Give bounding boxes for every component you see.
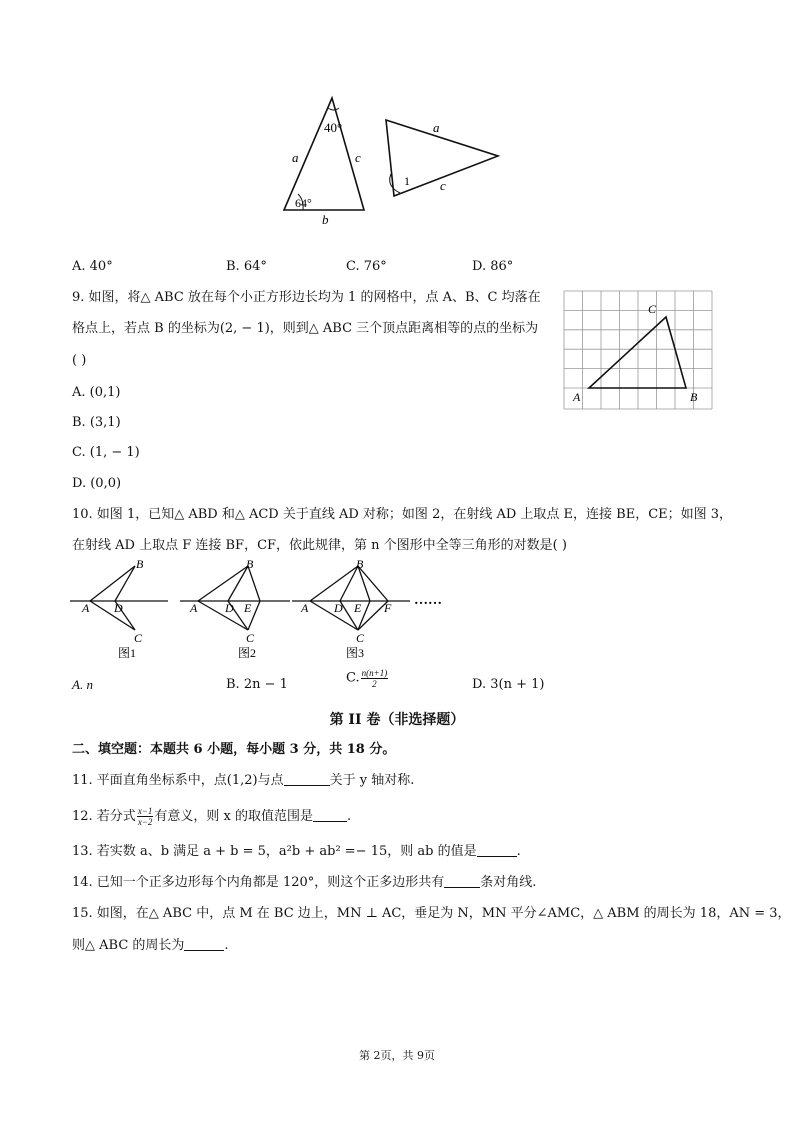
q8-angle-1-label: 1 [404,174,410,188]
q12-fraction [137,806,154,827]
q10-fig3-label-c: C [356,631,365,645]
q10-fig2-label-b: B [246,557,254,571]
q15-line-2 [72,937,229,955]
q15-line-1: 15. 如图，在△ ABC 中，点 M 在 BC 边上，MN ⊥ AC，垂足为 N，MN 平分∠AMC，△ ABM 的周长为 18，AN = 3， [72,906,791,921]
q8-angle-top-arc [328,108,339,110]
q10-fig3-label-f: F [384,601,392,615]
q14-answer-blank[interactable] [444,875,480,888]
q12-denominator: x−2 [137,817,153,827]
q8-option-d: D. 86° [472,259,514,274]
q9-triangle-abc [589,317,686,388]
q13-answer-blank[interactable] [477,844,517,857]
q9-option-b: B. (3,1) [72,415,121,430]
q10-fig1-label-c: C [134,631,143,645]
q10-fig3-caption: 图3 [346,646,365,660]
q8-option-c: C. 76° [346,259,387,274]
q12 [72,804,351,830]
q12-numerator: x−1 [137,806,153,816]
q8-angle-top-label: 40° [324,120,343,135]
q14-text-end: 条对角线. [480,875,537,890]
q10-fig2-label-c: C [246,631,255,645]
q8-side-c-label: c [355,150,361,165]
q12-text-before: 12. 若分式 [72,809,136,824]
part-ii-title: 第 II 卷（非选择题） [329,712,465,728]
q10-fig1-label-a: A [82,601,90,615]
q10-line-1: 10. 如图 1，已知△ ABD 和△ ACD 关于直线 AD 对称；如图 2，在射线 AD 上取点 E，连接 BE，CE；如图 3， [72,507,733,522]
q12-answer-blank[interactable] [313,809,347,822]
q15-text-end: . [224,938,229,953]
q8-triangles-figure [270,90,510,230]
q14 [72,874,536,892]
q10-option-c-prefix: C. [346,670,360,686]
q10-option-c [346,668,389,698]
q10-fig3-label-e: E [354,601,362,615]
q10-ellipsis: …… [414,593,442,608]
q9-option-a: A. (0,1) [72,385,121,400]
q10-option-c-fraction [361,668,389,689]
q15-answer-blank[interactable] [184,938,224,951]
q10-option-c-numerator: n(n+1) [361,668,388,678]
q10-option-b: B. 2n − 1 [226,677,288,692]
q10-fig3-label-b: B [356,557,364,571]
q10-option-d: D. 3(n + 1) [472,677,545,692]
q11-answer-blank[interactable] [284,773,330,786]
q10-fig2-label-d: D [225,601,234,615]
q8-angle-bottom-label: 64° [295,196,312,210]
q10-figure-1 [70,566,168,630]
q11-text-before: 11. 平面直角坐标系中，点(1,2)与点 [72,773,284,788]
q8-side-a-label: a [292,150,299,165]
q9-label-c: C [648,302,657,316]
q10-fig1-caption: 图1 [118,646,137,660]
part-ii-heading: 二、填空题：本题共 6 小题，每小题 3 分，共 18 分。 [72,742,396,757]
q8-side-b-label: b [322,212,329,227]
q9-label-b: B [690,390,698,404]
q10-figure-2 [180,566,290,630]
q9-line-1: 9. 如图，将△ ABC 放在每个小正方形边长均为 1 的网格中，点 A、B、C 均落在 [72,290,541,305]
q10-fig1-label-d: D [114,601,123,615]
q13-text-end: . [516,844,521,859]
q13 [72,843,521,861]
q11-text-after: 关于 y 轴对称. [329,773,415,788]
q8-option-b: B. 64° [226,259,267,274]
q12-text-after: 有意义，则 x 的取值范围是 [154,809,313,824]
q9-label-a: A [573,390,581,404]
q14-text: 14. 已知一个正多边形每个内角都是 120°，则这个正多边形共有 [72,875,445,890]
q9-line-3: ( ) [72,353,87,368]
q10-fig1-label-b: B [136,557,144,571]
q9-option-c: C. (1, − 1) [72,445,140,460]
q10-option-c-denominator: 2 [372,679,377,689]
q10-option-a: A. n [72,677,93,692]
q8-tri2-side-a-label: a [433,120,440,135]
q9-grid-figure [562,289,714,413]
q10-line-2: 在射线 AD 上取点 F 连接 BF，CF，依此规律，第 n 个图形中全等三角形的对数是( ) [72,538,567,553]
q10-fig2-caption: 图2 [238,646,257,660]
q10-fig2-label-a: A [190,601,198,615]
q13-text: 13. 若实数 a、b 满足 a + b = 5，a²b + ab² =− 15，则 ab 的值是 [72,844,477,859]
q9-option-d: D. (0,0) [72,476,122,491]
page-footer: 第 2页，共 9页 [359,1049,435,1062]
q10-fig3-label-d: D [334,601,343,615]
q8-option-a: A. 40° [72,259,113,274]
q8-tri2-side-c-label: c [440,178,446,193]
q15-text-before: 则△ ABC 的周长为 [72,938,185,953]
q10-fig2-label-e: E [244,601,252,615]
q9-line-2: 格点上，若点 B 的坐标为(2, − 1)，则到△ ABC 三个顶点距离相等的点的坐标为 [72,321,539,336]
q11 [72,772,414,790]
q10-figures [70,556,450,662]
q12-text-end: . [347,809,352,824]
q10-fig3-label-a: A [301,601,309,615]
q10-figure-3 [292,566,410,630]
